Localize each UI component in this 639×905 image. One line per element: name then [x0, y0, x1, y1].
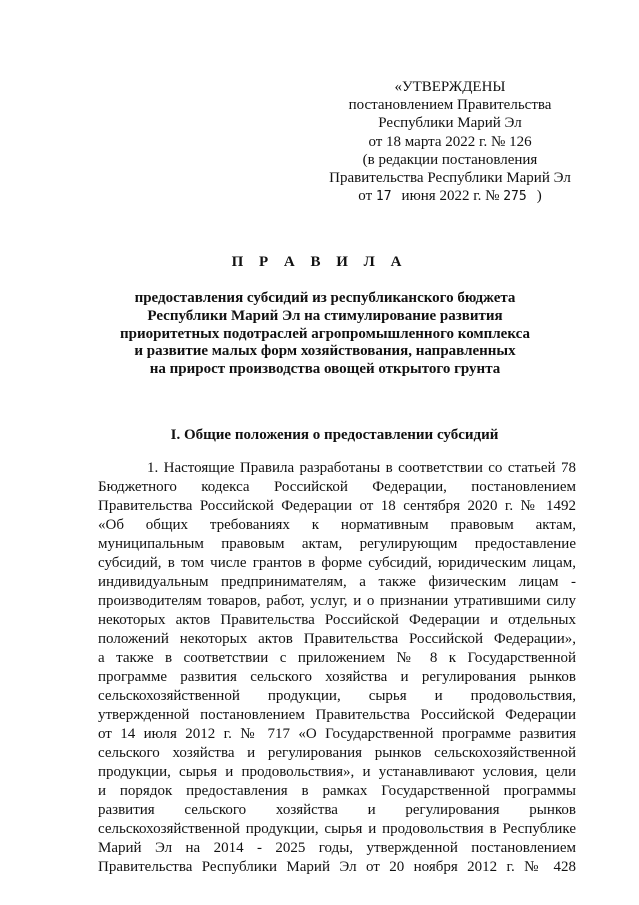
paragraph-line: от 14 июля 2012 г. № 717 «О Государственной программе развития: [98, 726, 576, 742]
section-heading: I. Общие положения о предоставлении субсидий: [170, 427, 499, 443]
paragraph-line: Правительства Республики Марий Эл от 20 ноября 2012 г. № 428: [98, 859, 576, 875]
document-title: П Р А В И Л А: [231, 254, 408, 270]
paragraph-line: программе развития сельского хозяйства и регулирования рынков: [98, 669, 576, 685]
paragraph-line: и порядок предоставления в рамках Государственной программы: [98, 783, 576, 799]
approval-line: от 18 марта 2022 г. № 126: [368, 133, 532, 150]
document-subtitle: [92, 290, 558, 379]
paragraph-line: субсидий, в том числе грантов в форме субсидий, юридическим лицам,: [98, 555, 576, 571]
paragraph-line: положений некоторых актов Правительства Российской Федерации»,: [98, 631, 576, 647]
paragraph-line: развития сельского хозяйства и регулирования рынков: [98, 802, 576, 818]
approval-date-number: 275: [503, 189, 527, 205]
approval-date-suffix: ): [536, 188, 542, 205]
subtitle-line: Республики Марий Эл на стимулирование развития: [147, 307, 503, 324]
paragraph-line: сельского хозяйства и регулирования рынков сельскохозяйственной: [98, 745, 576, 761]
paragraph-line: Бюджетного кодекса Российской Федерации, постановлением: [98, 479, 576, 495]
approval-date-line: [300, 187, 600, 206]
approval-date-month: июня 2022 г. №: [401, 188, 500, 205]
paragraph-line: Марий Эл на 2014 - 2025 годы, утвержденной постановлением: [98, 840, 576, 856]
paragraph-line: сельскохозяйственной продукции, сырья и продовольствия,: [98, 688, 576, 704]
body-paragraph: [98, 459, 576, 877]
paragraph-line: муниципальным правовым актам, регулирующим предоставление: [98, 536, 576, 552]
subtitle-line: предоставления субсидий из республиканского бюджета: [134, 290, 516, 306]
paragraph-line: утвержденной постановлением Правительства Российской Федерации: [98, 707, 576, 723]
approval-line: Правительства Республики Марий Эл: [329, 170, 571, 187]
approval-line: «УТВЕРЖДЕНЫ: [394, 79, 506, 95]
paragraph-line: продукции, сырья и продовольствия», и устанавливают условия, цели: [98, 764, 576, 780]
paragraph-line: производителям товаров, работ, услуг, и о признании утратившими силу: [98, 593, 576, 609]
paragraph-line: Правительства Российской Федерации от 18 сентября 2020 г. № 1492: [98, 498, 576, 514]
subtitle-line: приоритетных подотраслей агропромышленного комплекса: [120, 325, 530, 342]
approval-date-day: 17: [375, 189, 392, 205]
subtitle-line: и развитие малых форм хозяйствования, направленных: [134, 343, 516, 360]
paragraph-line: индивидуальным предпринимателям, а также физическим лицам -: [98, 574, 576, 590]
subtitle-line: на прирост производства овощей открытого грунта: [149, 361, 501, 378]
paragraph-line: некоторых актов Правительства Российской Федерации и отдельных: [98, 612, 576, 628]
paragraph-line: «Об общих требованиях к нормативным правовым актам,: [98, 517, 576, 533]
approval-line: (в редакции постановления: [362, 151, 538, 168]
paragraph-line: 1. Настоящие Правила разработаны в соответствии со статьей 78: [147, 460, 576, 476]
paragraph-line: сельскохозяйственной продукции, сырья и продовольствия в Республике: [98, 821, 576, 837]
approval-date-prefix: от: [358, 188, 373, 205]
approval-line: Республики Марий Эл: [378, 115, 522, 132]
approval-line: постановлением Правительства: [348, 97, 552, 114]
paragraph-line: а также в соответствии с приложением № 8 к Государственной: [98, 650, 576, 666]
approval-stamp: [300, 78, 600, 206]
